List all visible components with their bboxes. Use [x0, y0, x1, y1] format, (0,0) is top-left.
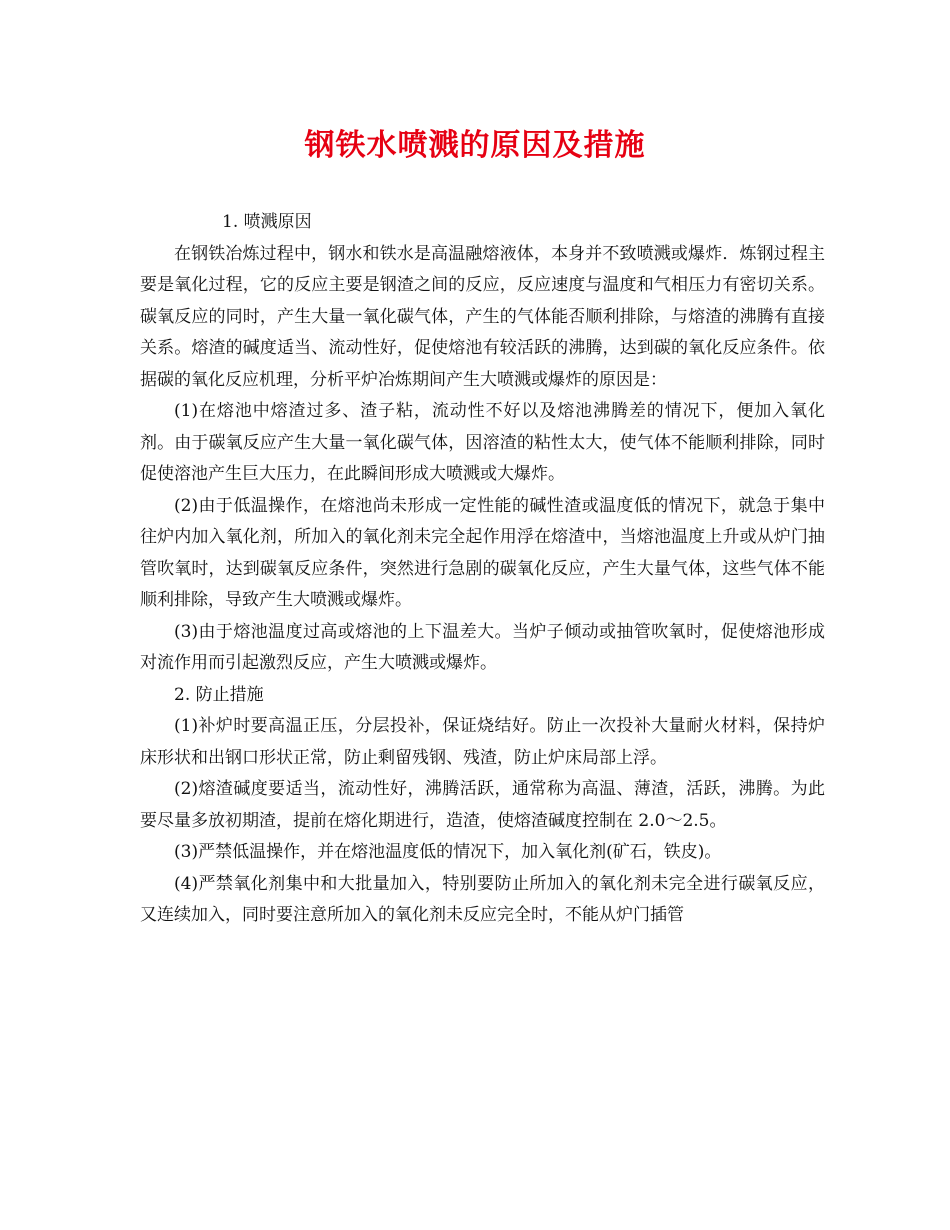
- section-heading-measures: 2. 防止措施: [174, 684, 264, 705]
- paragraph-cause-3: (3)由于熔池温度过高或熔池的上下温差大。当炉子倾动或抽管吹氧时，促使熔池形成对流作用而引起激烈反应，产生大喷溅或爆炸。: [140, 621, 825, 673]
- document-title: 钢铁水喷溅的原因及措施: [304, 128, 646, 163]
- paragraph-cause-1: (1)在熔池中熔渣过多、渣子粘，流动性不好以及熔池沸腾差的情况下，便加入氧化剂。由于碳氧反应产生大量一氧化碳气体，因溶渣的粘性太大，使气体不能顺利排除，同时促使溶池产生巨大压力，在此瞬间形成大喷溅或大爆炸。: [140, 401, 825, 484]
- paragraph-measure-3: (3)严禁低温操作，并在熔池温度低的情况下，加入氧化剂(矿石，铁皮)。: [174, 842, 722, 862]
- paragraph-measure-1: (1)补炉时要高温正压，分层投补，保证烧结好。防止一次投补大量耐火材料，保持炉床形状和出钢口形状正常，防止剩留残钢、残渣，防止炉床局部上浮。: [140, 716, 825, 768]
- paragraph-measure-4: (4)严禁氧化剂集中和大批量加入，特别要防止所加入的氧化剂未完全进行碳氧反应，又连续加入，同时要注意所加入的氧化剂未反应完全时，不能从炉门插管: [140, 873, 825, 925]
- section-heading-causes: 1. 喷溅原因: [222, 212, 312, 232]
- document-body: [140, 207, 825, 932]
- paragraph-cause-2: (2)由于低温操作，在熔池尚未形成一定性能的碱性渣或温度低的情况下，就急于集中往炉内加入氧化剂，所加入的氧化剂未完全起作用浮在熔渣中，当熔池温度上升或从炉门抽管吹氧时，达到碳氧反应条件，突然进行急剧的碳氧化反应，产生大量气体，这些气体不能顺利排除，导致产生大喷溅或爆炸。: [140, 495, 825, 610]
- paragraph-intro: 在钢铁冶炼过程中，钢水和铁水是高温融熔液体，本身并不致喷溅或爆炸．炼钢过程主要是氧化过程，它的反应主要是钢渣之间的反应，反应速度与温度和气相压力有密切关系。碳氧反应的同时，产生大量一氧化碳气体，产生的气体能否顺利排除，与熔渣的沸腾有直接关系。熔渣的碱度适当、流动性好，促使熔池有较活跃的沸腾，达到碳的氧化反应条件。依据碳的氧化反应机理，分析平炉冶炼期间产生大喷溅或爆炸的原因是：: [140, 243, 825, 390]
- paragraph-measure-2: (2)熔渣碱度要适当，流动性好，沸腾活跃，通常称为高温、薄渣，活跃，沸腾。为此要尽量多放初期渣，提前在熔化期进行，造渣，使熔渣碱度控制在 2.0～2.5。: [140, 779, 825, 831]
